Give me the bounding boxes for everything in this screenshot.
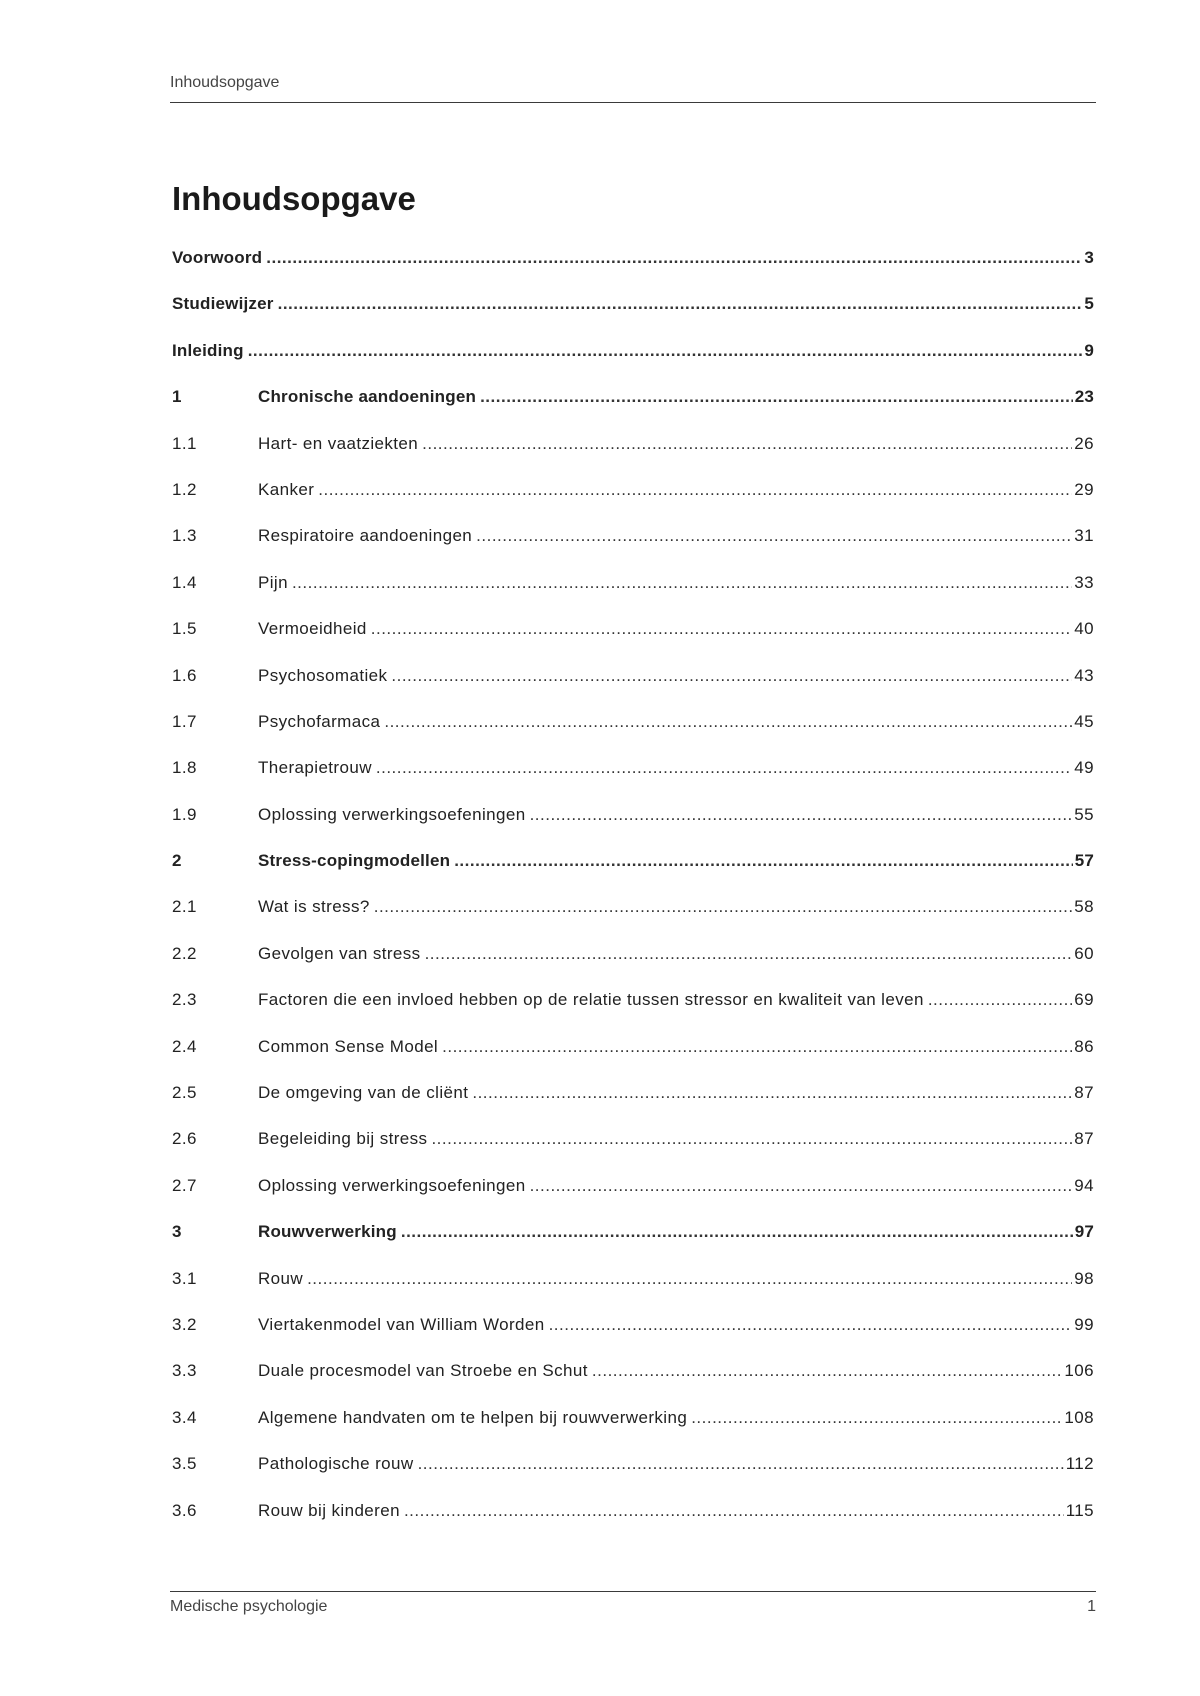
toc-dot-leader (376, 758, 1072, 778)
toc-dot-leader (391, 666, 1072, 686)
toc-entry[interactable] (172, 758, 1094, 804)
toc-entry-label: Inleiding (172, 340, 244, 360)
toc-entry-number: 2.5 (172, 1083, 197, 1103)
toc-entry-page: 86 (1074, 1036, 1094, 1056)
toc-entry-page: 33 (1074, 572, 1094, 592)
page-footer (170, 1591, 1096, 1622)
toc-entry[interactable] (172, 944, 1094, 990)
toc-dot-leader (472, 1083, 1072, 1103)
toc-entry[interactable] (172, 712, 1094, 758)
toc-entry-number: 1.9 (172, 804, 197, 824)
toc-dot-leader (476, 526, 1072, 546)
toc-entry-label: Stress-copingmodellen (258, 851, 451, 871)
toc-entry[interactable] (172, 1176, 1094, 1222)
toc-dot-leader (530, 805, 1073, 825)
toc-dot-leader (425, 944, 1073, 964)
toc-dot-leader (278, 294, 1083, 314)
toc-dot-leader (530, 1176, 1073, 1196)
toc-dot-leader (431, 1129, 1072, 1149)
toc-entry-label: Hart- en vaatziekten (258, 433, 419, 453)
toc-dot-leader (480, 387, 1073, 407)
toc-entry-number: 1.2 (172, 479, 197, 499)
toc-entry-number: 2.6 (172, 1129, 197, 1149)
toc-dot-leader (549, 1315, 1073, 1335)
toc-entry-number: 2.7 (172, 1175, 197, 1195)
footer-page-number: 1 (1087, 1598, 1096, 1615)
toc-entry-number: 3 (172, 1222, 182, 1242)
toc-dot-leader (928, 990, 1072, 1010)
toc-entry-label: Pijn (258, 572, 288, 592)
toc-entry-label: Pathologische rouw (258, 1454, 414, 1474)
table-of-contents (172, 248, 1094, 1547)
page-header (170, 70, 1096, 103)
toc-entry[interactable] (172, 294, 1094, 340)
toc-entry-label: Begeleiding bij stress (258, 1129, 428, 1149)
toc-entry[interactable] (172, 248, 1094, 294)
toc-dot-leader (292, 573, 1072, 593)
toc-dot-leader (248, 341, 1083, 361)
toc-entry[interactable] (172, 1501, 1094, 1547)
toc-dot-leader (374, 897, 1073, 917)
header-text: Inhoudsopgave (170, 74, 280, 91)
toc-entry[interactable] (172, 1083, 1094, 1129)
toc-entry-label: Chronische aandoeningen (258, 387, 477, 407)
toc-entry[interactable] (172, 1315, 1094, 1361)
toc-title: Inhoudsopgave (172, 180, 416, 217)
toc-entry-label: Rouwverwerking (258, 1222, 397, 1242)
toc-entry-page: 60 (1074, 943, 1094, 963)
toc-entry-label: Rouw (258, 1268, 304, 1288)
toc-entry-number: 3.2 (172, 1314, 197, 1334)
toc-entry[interactable] (172, 990, 1094, 1036)
toc-entry-label: Viertakenmodel van William Worden (258, 1314, 545, 1334)
toc-entry-label: Psychosomatiek (258, 665, 388, 685)
toc-dot-leader (371, 619, 1073, 639)
toc-entry-page: 108 (1064, 1407, 1094, 1427)
toc-entry-page: 55 (1074, 804, 1094, 824)
toc-entry-page: 112 (1065, 1454, 1094, 1474)
footer-text: Medische psychologie (170, 1598, 328, 1615)
toc-entry-page: 69 (1074, 990, 1094, 1010)
toc-entry-page: 26 (1074, 433, 1094, 453)
toc-entry-number: 2.3 (172, 990, 197, 1010)
toc-entry[interactable] (172, 1269, 1094, 1315)
toc-entry[interactable] (172, 526, 1094, 572)
toc-entry-page: 58 (1074, 897, 1094, 917)
toc-entry-page: 106 (1064, 1361, 1094, 1381)
toc-entry-label: Common Sense Model (258, 1036, 439, 1056)
toc-entry-page: 23 (1074, 387, 1094, 407)
toc-entry-page: 115 (1065, 1500, 1094, 1520)
toc-dot-leader (422, 434, 1072, 454)
toc-entry-number: 2.2 (172, 943, 197, 963)
toc-entry-label: Factoren die een invloed hebben op de relatie tussen stressor en kwaliteit van leven (258, 990, 924, 1010)
toc-entry[interactable] (172, 1129, 1094, 1175)
toc-dot-leader (318, 480, 1072, 500)
toc-entry-label: Duale procesmodel van Stroebe en Schut (258, 1361, 588, 1381)
toc-entry-page: 3 (1084, 248, 1094, 267)
toc-entry-label: Kanker (258, 479, 315, 499)
toc-entry-label: Psychofarmaca (258, 711, 381, 731)
toc-entry[interactable] (172, 851, 1094, 897)
toc-entry[interactable] (172, 1222, 1094, 1268)
toc-entry[interactable] (172, 480, 1094, 526)
toc-entry-page: 45 (1074, 711, 1094, 731)
toc-entry[interactable] (172, 573, 1094, 619)
toc-entry-page: 98 (1074, 1268, 1094, 1288)
toc-entry-label: Rouw bij kinderen (258, 1500, 400, 1520)
toc-entry-number: 1.4 (172, 572, 197, 592)
toc-entry-page: 57 (1074, 851, 1094, 871)
toc-dot-leader (454, 851, 1073, 871)
toc-entry-number: 3.5 (172, 1454, 197, 1474)
toc-dot-leader (418, 1454, 1064, 1474)
toc-entry[interactable] (172, 434, 1094, 480)
toc-entry[interactable] (172, 666, 1094, 712)
toc-entry-label: Vermoeidheid (258, 619, 367, 639)
toc-entry-page: 99 (1074, 1314, 1094, 1334)
toc-entry-number: 3.6 (172, 1500, 197, 1520)
toc-entry-label: De omgeving van de cliënt (258, 1083, 469, 1103)
toc-entry-label: Wat is stress? (258, 897, 370, 917)
toc-entry-number: 1.3 (172, 526, 197, 546)
toc-entry[interactable] (172, 1454, 1094, 1500)
toc-entry-page: 31 (1074, 526, 1094, 546)
toc-entry-label: Therapietrouw (258, 758, 372, 778)
toc-entry-label: Algemene handvaten om te helpen bij rouwverwerking (258, 1407, 688, 1427)
toc-entry-label: Oplossing verwerkingsoefeningen (258, 1175, 526, 1195)
toc-entry-number: 1.6 (172, 665, 197, 685)
toc-dot-leader (442, 1037, 1072, 1057)
toc-entry-page: 87 (1074, 1083, 1094, 1103)
toc-entry-number: 3.4 (172, 1407, 197, 1427)
toc-dot-leader (384, 712, 1072, 732)
toc-dot-leader (307, 1269, 1072, 1289)
toc-entry[interactable] (172, 1361, 1094, 1407)
toc-entry-label: Studiewijzer (172, 294, 274, 314)
toc-entry-page: 97 (1074, 1222, 1094, 1242)
toc-entry-number: 1.7 (172, 711, 197, 731)
toc-entry-number: 1.8 (172, 758, 197, 778)
toc-entry-page: 94 (1074, 1175, 1094, 1195)
toc-entry[interactable] (172, 619, 1094, 665)
toc-entry-page: 40 (1074, 619, 1094, 639)
toc-dot-leader (691, 1408, 1062, 1428)
toc-dot-leader (592, 1361, 1063, 1381)
toc-entry-page: 43 (1074, 665, 1094, 685)
toc-entry-label: Voorwoord (172, 248, 263, 267)
toc-entry-number: 1 (172, 387, 182, 407)
toc-entry[interactable] (172, 1408, 1094, 1454)
toc-dot-leader (404, 1501, 1064, 1521)
toc-entry[interactable] (172, 1037, 1094, 1083)
toc-dot-leader (266, 248, 1082, 268)
toc-entry-page: 87 (1074, 1129, 1094, 1149)
toc-entry-number: 2 (172, 851, 182, 871)
toc-entry[interactable] (172, 897, 1094, 943)
toc-entry-label: Oplossing verwerkingsoefeningen (258, 804, 526, 824)
toc-entry-number: 3.1 (172, 1268, 197, 1288)
toc-entry[interactable] (172, 341, 1094, 387)
toc-entry[interactable] (172, 805, 1094, 851)
toc-entry-number: 1.5 (172, 619, 197, 639)
toc-entry-number: 2.1 (172, 897, 197, 917)
toc-entry-page: 29 (1074, 479, 1094, 499)
toc-entry-number: 1.1 (172, 433, 197, 453)
toc-entry-page: 49 (1074, 758, 1094, 778)
toc-entry-page: 9 (1084, 340, 1094, 360)
toc-entry-number: 2.4 (172, 1036, 197, 1056)
toc-dot-leader (401, 1222, 1073, 1242)
toc-entry[interactable] (172, 387, 1094, 433)
toc-entry-label: Respiratoire aandoeningen (258, 526, 473, 546)
toc-entry-label: Gevolgen van stress (258, 943, 421, 963)
toc-entry-page: 5 (1084, 294, 1094, 314)
toc-entry-number: 3.3 (172, 1361, 197, 1381)
